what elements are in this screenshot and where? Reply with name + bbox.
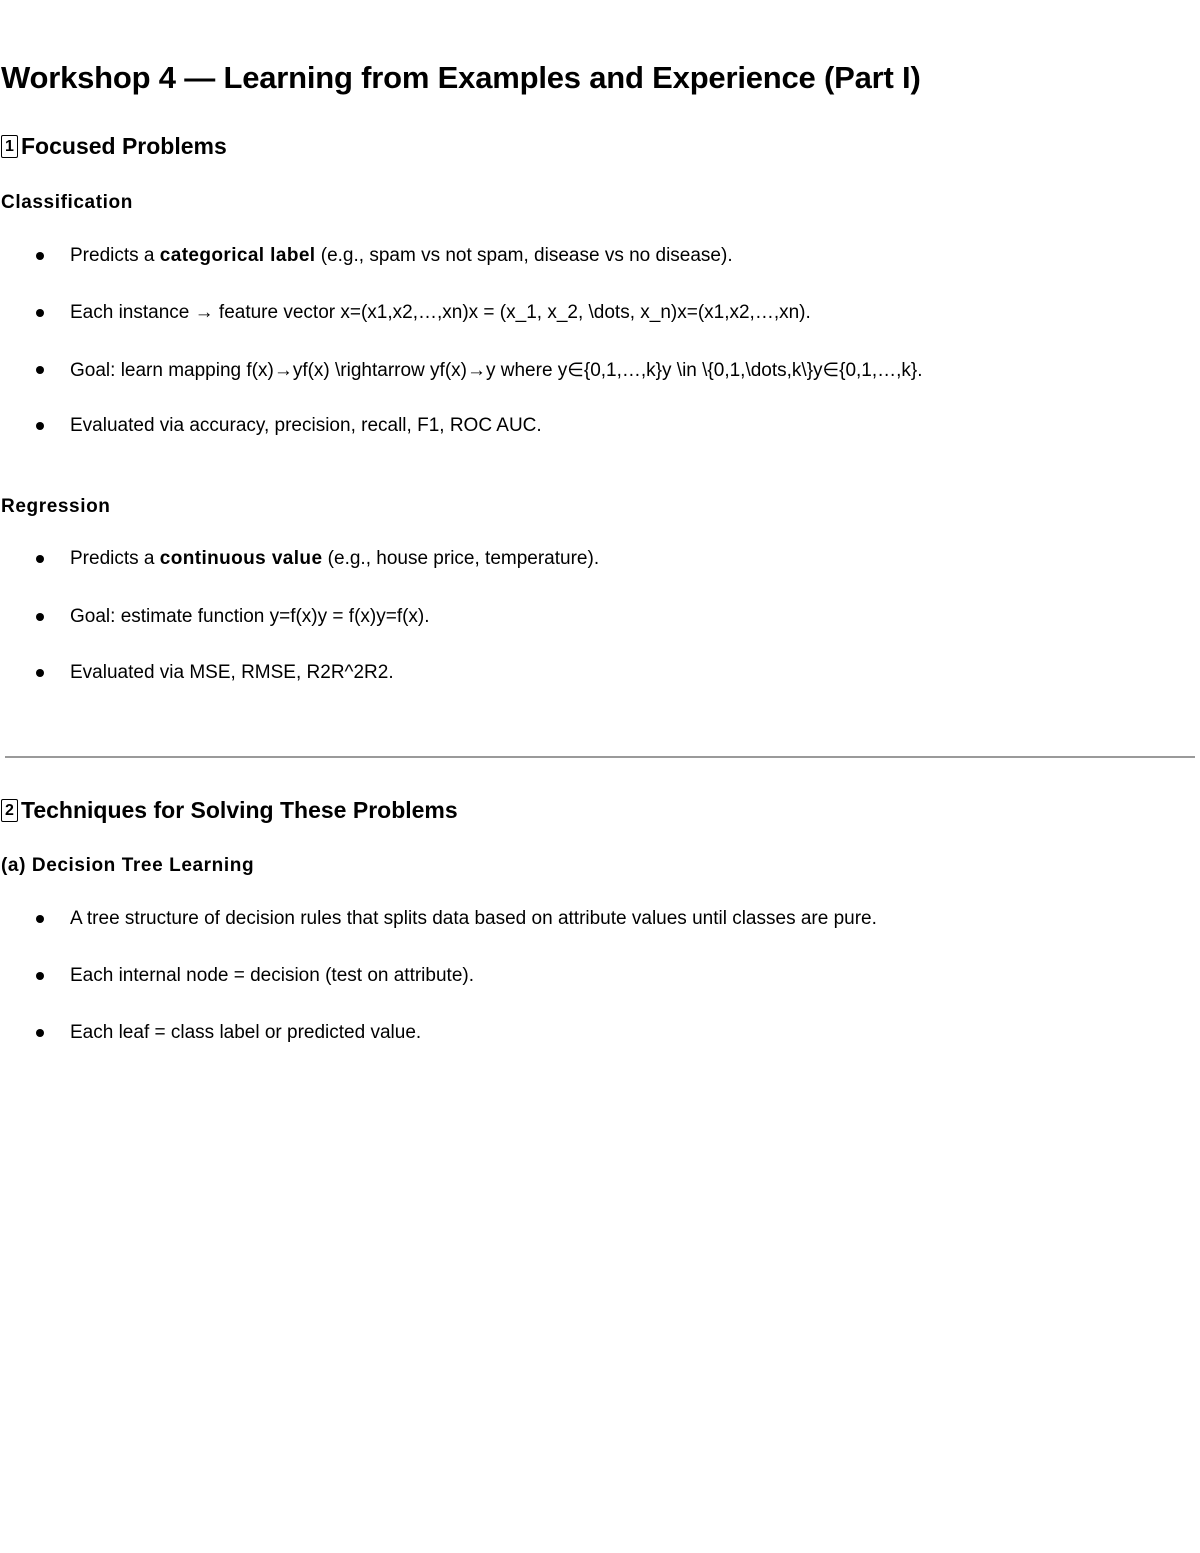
list-item (36, 545, 599, 573)
bullet-icon (36, 1029, 44, 1037)
regression-heading: Regression (1, 496, 111, 517)
list-item (36, 659, 394, 687)
list-item (36, 242, 733, 270)
section-1-heading (1, 133, 227, 160)
bullet-icon (36, 972, 44, 980)
list-item-text: Each internal node = decision (test on attribute). (70, 965, 474, 986)
section-2-title: Techniques for Solving These Problems (21, 797, 458, 823)
list-item (36, 356, 923, 384)
keycap-one-icon: 1 (1, 135, 18, 158)
list-item-text: Goal: learn mapping f(x)→yf(x) \rightarrow yf(x)→y where y∈{0,1,…,k}y \in \{0,1,\dots,k\}y∈{0,1,…,k}. (70, 359, 923, 381)
list-item (36, 299, 811, 327)
section-2-heading (1, 797, 458, 824)
list-item (36, 1019, 421, 1047)
list-item (36, 905, 877, 933)
list-item-text: Goal: estimate function y=f(x)y = f(x)y=f(x). (70, 606, 430, 627)
list-item-text: Each instance → feature vector x=(x1,x2,…,xn)x = (x_1, x_2, \dots, x_n)x=(x1​,x2​,…,xn​). (70, 302, 811, 323)
horizontal-divider (5, 756, 1195, 758)
bullet-icon (36, 309, 44, 317)
list-item-text: A tree structure of decision rules that splits data based on attribute values until classes are pure. (70, 908, 877, 929)
page-title: Workshop 4 — Learning from Examples and Experience (Part I) (1, 60, 921, 95)
section-1-title: Focused Problems (21, 133, 227, 159)
bullet-icon (36, 422, 44, 430)
keycap-two-icon: 2 (1, 799, 18, 822)
list-item-text: Each leaf = class label or predicted value. (70, 1022, 422, 1043)
decision-tree-heading: (a) Decision Tree Learning (1, 855, 255, 876)
list-item (36, 603, 430, 631)
bullet-icon (36, 555, 44, 563)
list-item-text: Predicts a continuous value (e.g., house price, temperature). (70, 548, 600, 569)
bullet-icon (36, 915, 44, 923)
classification-heading: Classification (1, 192, 133, 213)
bullet-icon (36, 669, 44, 677)
list-item (36, 962, 474, 990)
bullet-icon (36, 613, 44, 621)
bullet-icon (36, 252, 44, 260)
list-item-text: Evaluated via accuracy, precision, recall, F1, ROC AUC. (70, 415, 542, 436)
bullet-icon (36, 366, 44, 374)
list-item-text: Evaluated via MSE, RMSE, R2R^2R2. (70, 662, 394, 683)
list-item (36, 412, 542, 440)
list-item-text: Predicts a categorical label (e.g., spam vs not spam, disease vs no disease). (70, 245, 733, 266)
